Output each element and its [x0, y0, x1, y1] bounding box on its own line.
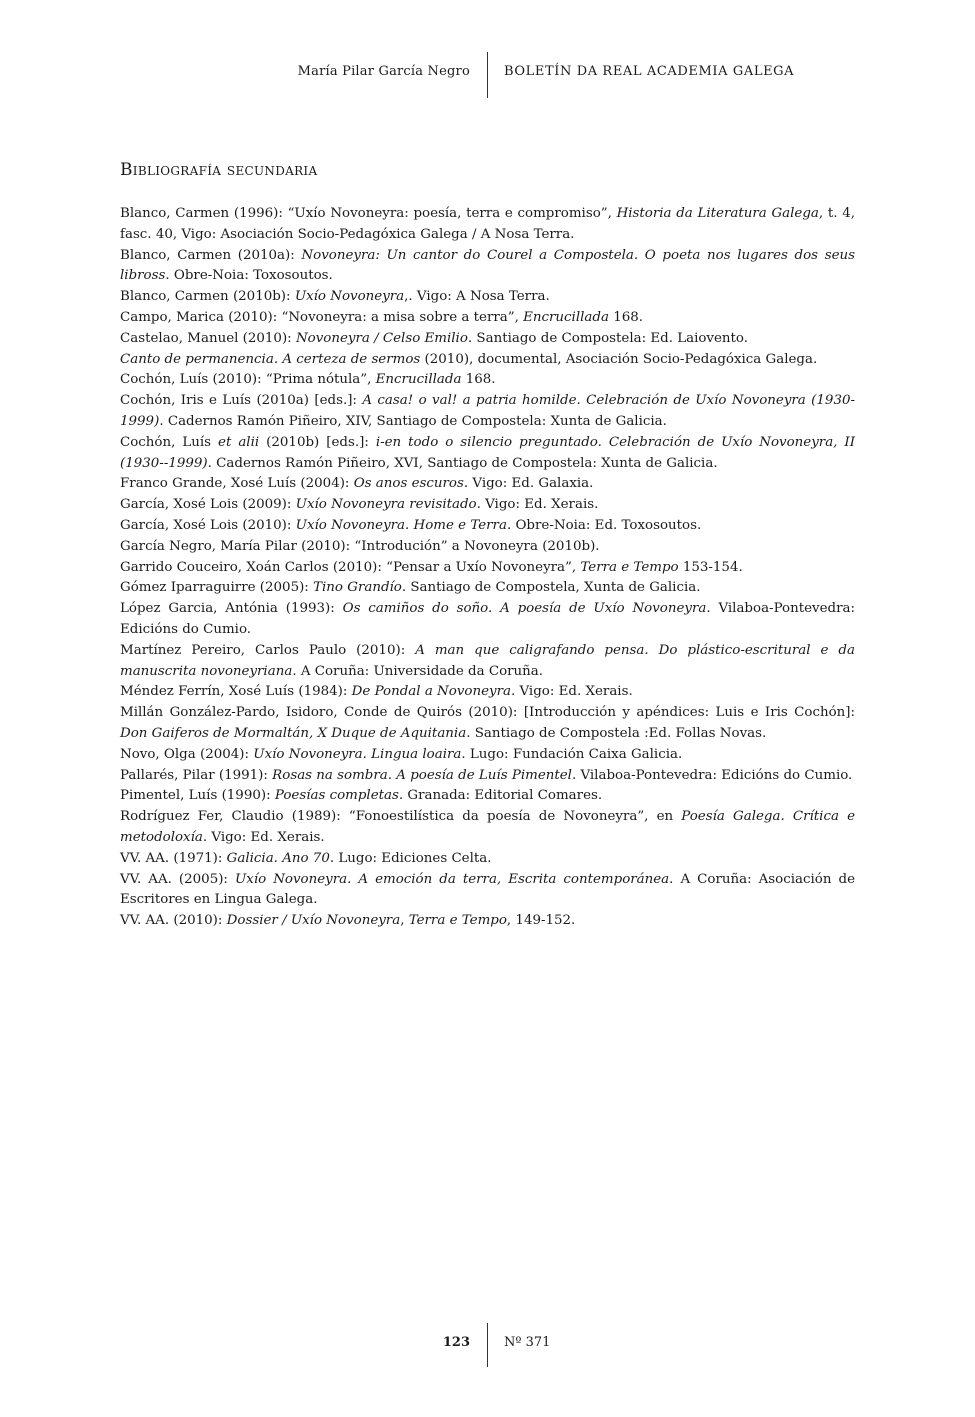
bibliography-entry	[120, 558, 855, 579]
bibliography-entry	[120, 911, 855, 932]
bibliography-entry	[120, 433, 855, 475]
entry-text: . Vigo: Ed. Xerais.	[202, 829, 325, 845]
bibliography-entry	[120, 246, 855, 288]
entry-text: . A Coruña: Asociación de Escritores en Lingua Galega.	[120, 871, 855, 908]
entry-text: . Cadernos Ramón Piñeiro, XVI, Santiago de Compostela: Xunta de Galicia.	[207, 455, 718, 471]
bibliography-entry	[120, 516, 855, 537]
bibliography-entry	[120, 308, 855, 329]
entry-title-italic: Don Gaiferos de Mormaltán, X Duque de Aquitania	[120, 725, 467, 741]
entry-title-italic: Canto de permanencia. A certeza de sermos	[120, 351, 421, 367]
entry-title-italic: Uxío Novoneyra	[294, 289, 405, 305]
entry-text: García Negro, María Pilar (2010): “Introdución” a Novoneyra (2010b).	[120, 538, 600, 554]
entry-text: Millán González-Pardo, Isidoro, Conde de Quirós (2010): [Introducción y apéndices: Luis e Iris Cochón]:	[120, 705, 855, 721]
entry-text: . Lugo: Ediciones Celta.	[329, 850, 492, 866]
entry-text: . Granada: Editorial Comares.	[398, 788, 603, 804]
issue-number: Nº 371	[504, 1335, 551, 1350]
bibliography-entry	[120, 849, 855, 870]
entry-text: Cochón, Luís	[120, 434, 219, 450]
entry-text: Pallarés, Pilar (1991):	[120, 767, 273, 783]
entry-title-italic: Historia da Literatura Galega	[616, 206, 819, 221]
bibliography-entry	[120, 537, 855, 558]
bibliography-entry	[120, 204, 855, 246]
bibliography-entry	[120, 578, 855, 599]
bibliography-entry	[120, 495, 855, 516]
entry-text: , 149-152.	[506, 913, 576, 929]
bibliography-entry	[120, 766, 855, 787]
entry-text: Blanco, Carmen (2010b):	[120, 289, 295, 305]
bibliography-entry	[120, 599, 855, 641]
header-author: María Pilar García Negro	[297, 64, 470, 79]
entry-title-italic: Uxío Novoneyra revisitado	[295, 497, 477, 513]
entry-title-italic: Terra e Tempo	[580, 559, 679, 575]
entry-text: . Santiago de Compostela, Xunta de Galicia.	[401, 580, 701, 596]
footer-divider	[487, 1323, 488, 1367]
entry-text: . Vilaboa-Pontevedra: Edicións do Cumio.	[120, 601, 855, 637]
entry-title-italic: Galicia. Ano 70	[226, 850, 330, 866]
header-journal-title: BOLETÍN DA REAL ACADEMIA GALEGA	[504, 64, 795, 79]
entry-text: Blanco, Carmen (2010a):	[120, 247, 302, 263]
entry-text: Blanco, Carmen (1996): “Uxío Novoneyra: poesía, terra e compromiso”,	[120, 206, 617, 221]
entry-title-italic: Rosas na sombra. A poesía de Luís Pimentel	[272, 767, 572, 783]
section-title: Bibliografía secundaria	[120, 160, 318, 180]
bibliography-entry	[120, 350, 855, 371]
entry-text: Cochón, Luís (2010): “Prima nótula”,	[120, 372, 376, 388]
entry-text: ,. Vigo: A Nosa Terra.	[404, 289, 550, 305]
entry-text: 153-154.	[678, 559, 743, 575]
entry-title-italic: Novoneyra / Celso Emilio	[295, 330, 468, 346]
entry-text: VV. AA. (2010):	[120, 913, 227, 929]
bibliography-entry	[120, 329, 855, 350]
entry-text: Cochón, Iris e Luís (2010a) [eds.]:	[120, 393, 363, 409]
entry-title-italic: Encrucillada	[375, 372, 462, 388]
entry-text: . Santiago de Compostela: Ed. Laiovento.	[467, 330, 749, 346]
entry-title-italic: Poesías completas	[274, 788, 399, 804]
entry-text: 168.	[461, 372, 496, 388]
entry-text: . Cadernos Ramón Piñeiro, XIV, Santiago de Compostela: Xunta de Galicia.	[159, 413, 667, 429]
entry-title-italic: i-en todo o silencio preguntado. Celebración de Uxío Novoneyra, II (1930--1999)	[120, 434, 856, 471]
entry-title-italic: A man que caligrafando pensa. Do plástico-escritural e da manuscrita novoneyriana	[120, 642, 855, 679]
bibliography-entry	[120, 287, 855, 308]
entry-title-italic: Dossier / Uxío Novoneyra	[226, 913, 401, 929]
entry-text: Gómez Iparraguirre (2005):	[120, 580, 314, 596]
entry-title-italic: et alii	[218, 434, 260, 450]
entry-text: VV. AA. (1971):	[120, 850, 227, 866]
bibliography-entry	[120, 786, 855, 807]
bibliography-entry	[120, 807, 855, 849]
entry-text: Campo, Marica (2010): “Novoneyra: a misa sobre a terra”,	[120, 309, 524, 325]
entry-text: García, Xosé Lois (2010):	[120, 517, 296, 533]
entry-text: . Vigo: Ed. Galaxia.	[463, 476, 594, 492]
entry-text: Martínez Pereiro, Carlos Paulo (2010):	[120, 642, 416, 658]
entry-title-italic: Novoneyra: Un cantor do Courel a Compostela. O poeta nos lugares dos seus libross	[120, 247, 855, 284]
entry-text: 168.	[608, 309, 644, 325]
entry-title-italic: Encrucillada	[523, 309, 609, 325]
entry-text: . Obre-Noia: Ed. Toxosoutos.	[506, 517, 702, 533]
entry-text: (2010), documental, Asociación Socio-Pedagóxica Galega.	[420, 351, 818, 367]
entry-text: López Garcia, Antónia (1993):	[120, 601, 343, 617]
header-divider	[487, 52, 488, 98]
entry-title-italic: De Pondal a Novoneyra	[351, 684, 511, 700]
bibliography-entry	[120, 703, 855, 745]
entry-text: ,	[400, 913, 409, 929]
entry-text: Franco Grande, Xosé Luís (2004):	[120, 476, 354, 492]
entry-title-italic: Uxío Novoneyra. A emoción da terra, Escrita contemporánea	[234, 871, 670, 887]
entry-text: . Vigo: Ed. Xerais.	[476, 497, 599, 513]
entry-text: Pimentel, Luís (1990):	[120, 788, 275, 804]
entry-text: . A Coruña: Universidade da Coruña.	[292, 663, 544, 679]
entry-text: Garrido Couceiro, Xoán Carlos (2010): “Pensar a Uxío Novoneyra”,	[120, 559, 581, 575]
bibliography-entry	[120, 745, 855, 766]
entry-text: Castelao, Manuel (2010):	[120, 330, 296, 346]
entry-text: Novo, Olga (2004):	[120, 746, 254, 762]
entry-text: . Santiago de Compostela :Ed. Follas Novas.	[466, 725, 767, 741]
bibliography-entry	[120, 682, 855, 703]
entry-title-italic: Terra e Tempo	[408, 913, 507, 929]
entry-text: , t. 4, fasc. 40, Vigo: Asociación Socio-Pedagóxica Galega / A Nosa Terra.	[120, 206, 855, 242]
entry-text: García, Xosé Lois (2009):	[120, 497, 296, 513]
entry-text: VV. AA. (2005):	[120, 871, 235, 887]
bibliography-list	[120, 204, 855, 932]
entry-title-italic: Os camiños do soño. A poesía de Uxío Novoneyra	[342, 601, 707, 617]
entry-text: . Vigo: Ed. Xerais.	[510, 684, 633, 700]
entry-title-italic: A casa! o val! a patria homilde. Celebración de Uxío Novoneyra (1930-1999)	[120, 393, 856, 429]
entry-title-italic: Poesía Galega. Crítica e metodoloxía	[120, 809, 856, 845]
entry-title-italic: Tino Grandío	[313, 580, 402, 596]
entry-title-italic: Uxío Novoneyra. Home e Terra	[295, 517, 507, 533]
entry-text: Méndez Ferrín, Xosé Luís (1984):	[120, 684, 352, 700]
bibliography-entry	[120, 641, 855, 683]
entry-title-italic: Os anos escuros	[353, 476, 464, 492]
entry-text: . Vilaboa-Pontevedra: Edicións do Cumio.	[571, 767, 853, 783]
entry-title-italic: Uxío Novoneyra. Lingua loaira	[253, 746, 462, 762]
bibliography-entry	[120, 370, 855, 391]
page-number: 123	[442, 1335, 470, 1350]
entry-text: (2010b) [eds.]:	[259, 434, 376, 450]
bibliography-entry	[120, 474, 855, 495]
entry-text: Rodríguez Fer, Claudio (1989): “Fonoestilística da poesía de Novoneyra”, en	[120, 809, 682, 825]
entry-text: . Lugo: Fundación Caixa Galicia.	[461, 746, 683, 762]
entry-text: . Obre-Noia: Toxosoutos.	[165, 268, 333, 284]
bibliography-entry	[120, 391, 855, 433]
bibliography-entry	[120, 870, 855, 912]
